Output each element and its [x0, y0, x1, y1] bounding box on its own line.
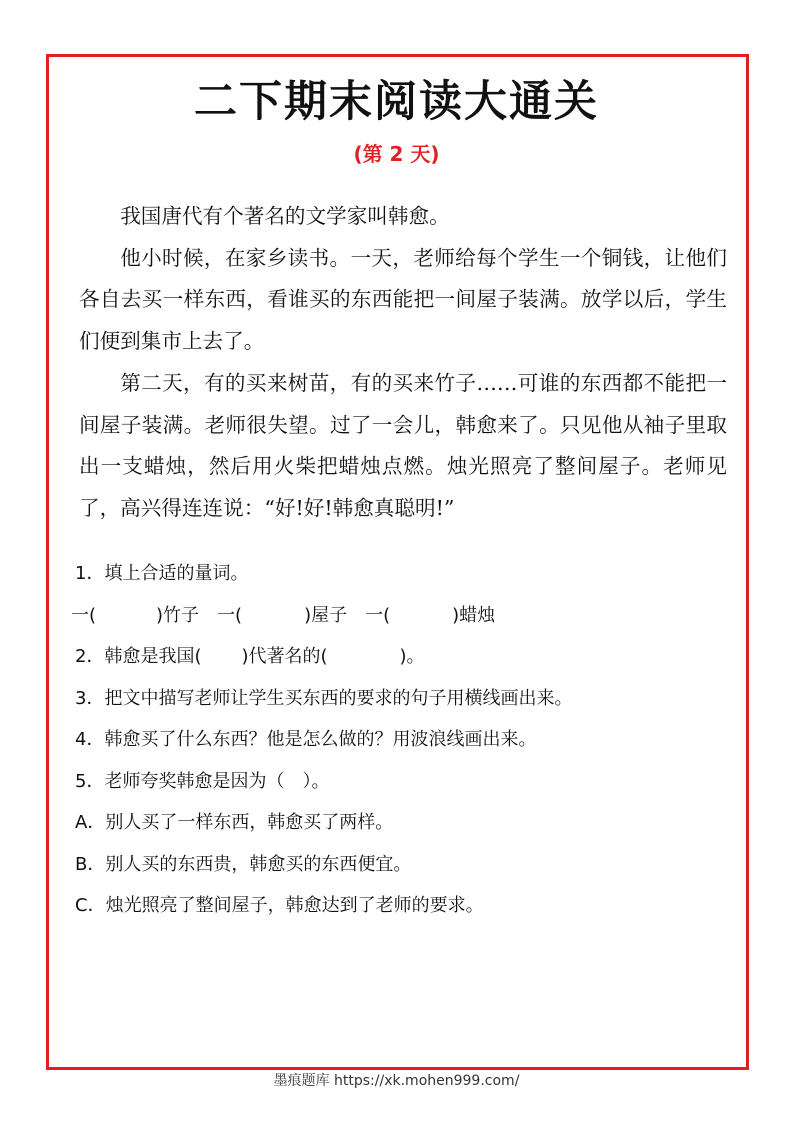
page-subtitle: (第 2 天)	[353, 142, 440, 166]
passage-paragraph-1: 我国唐代有个著名的文学家叫韩愈。	[120, 204, 450, 228]
option-a: A．别人买了一样东西，韩愈买了两样。	[75, 812, 394, 833]
passage-paragraph-2: 他小时候，在家乡读书。一天，老师给每个学生一个铜钱，让他们各自去买一样东西，看谁买的东西能把一间屋子装满。放学以后，学生们便到集市上去了。	[79, 245, 727, 354]
question-2-part-2: )代著名的(	[241, 646, 328, 667]
fill-a-open: 一(	[71, 604, 97, 626]
fill-b-close: )屋子	[304, 604, 348, 626]
reading-passage	[79, 196, 727, 530]
question-1: 1．填上合适的量词。	[75, 563, 249, 584]
passage-paragraph-3: 第二天，有的买来树苗，有的买来竹子……可谁的东西都不能把一间屋子装满。老师很失望。过了一会儿，韩愈来了。只见他从袖子里取出一支蜡烛，然后用火柴把蜡烛点燃。烛光照亮了整间屋子。老师见了，高兴得连连说：“好!好!韩愈真聪明!”	[79, 370, 727, 520]
fill-c-open: 一(	[365, 604, 391, 626]
fill-b-open: 一(	[217, 604, 243, 626]
fill-a-close: )竹子	[156, 604, 200, 626]
question-list	[71, 553, 725, 927]
question-5: 5．老师夸奖韩愈是因为（ ）。	[75, 770, 330, 792]
question-2-part-1: 2．韩愈是我国(	[75, 646, 202, 667]
option-c: C．烛光照亮了整间屋子，韩愈达到了老师的要求。	[75, 895, 484, 916]
question-3: 3．把文中描写老师让学生买东西的要求的句子用横线画出来。	[75, 687, 573, 709]
option-b: B．别人买的东西贵，韩愈买的东西便宜。	[75, 853, 412, 875]
question-1-fill-blanks	[71, 595, 725, 637]
question-4: 4．韩愈买了什么东西？他是怎么做的？用波浪线画出来。	[75, 729, 537, 750]
footer-watermark: 墨痕题库 https://xk.mohen999.com/	[273, 1073, 520, 1089]
question-2	[75, 636, 725, 678]
fill-c-close: )蜡烛	[452, 604, 496, 626]
page-title: 二下期末阅读大通关	[194, 77, 599, 127]
question-2-part-3: )。	[399, 646, 425, 667]
